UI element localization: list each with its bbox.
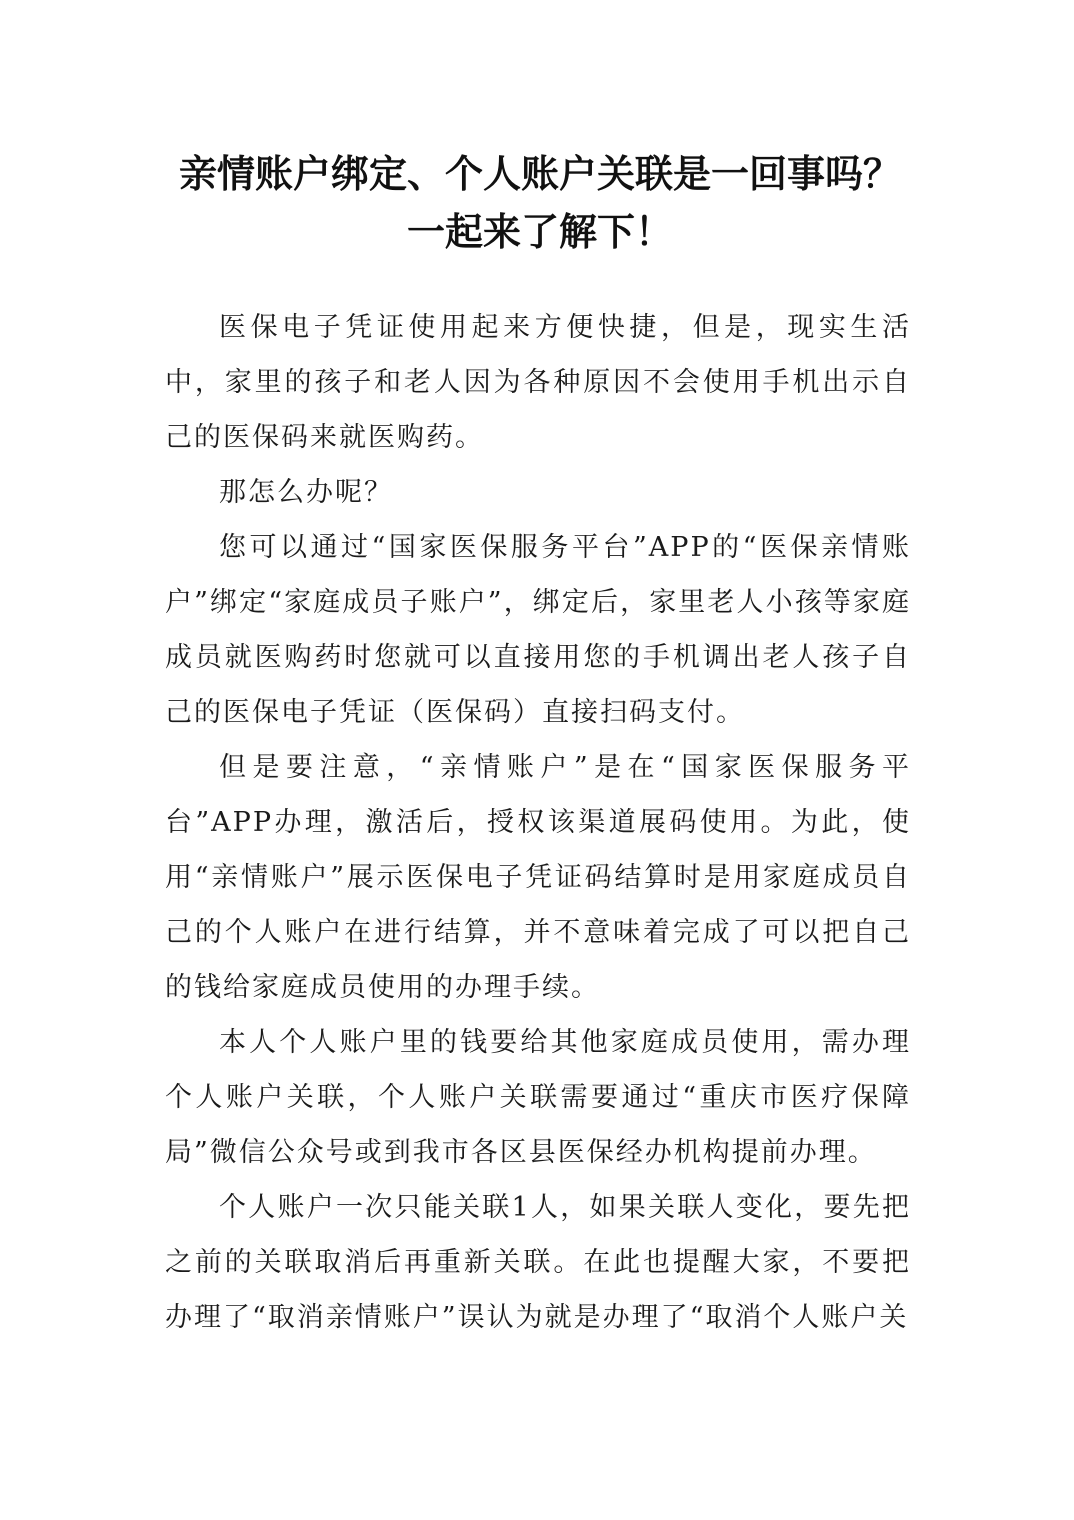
paragraph-account-link: 本人个人账户里的钱要给其他家庭成员使用，需办理个人账户关联，个人账户关联需要通过“重庆市医疗保障局”微信公众号或到我市各区县医保经办机构提前办理。 [165,1027,911,1168]
paragraph-family-account: 您可以通过“国家医保服务平台”APP的“医保亲情账户”绑定“家庭成员子账户”，绑定后，家里老人小孩等家庭成员就医购药时您就可以直接用您的手机调出老人孩子自己的医保电子凭证（医保码）直接扫码支付。 [165,532,911,728]
paragraph-question: 那怎么办呢？ [219,477,393,508]
paragraph-note: 但是要注意，“亲情账户”是在“国家医保服务平台”APP办理，激活后，授权该渠道展码使用。为此，使用“亲情账户”展示医保电子凭证码结算时是用家庭成员自己的个人账户在进行结算，并不意味着完成了可以把自己的钱给家庭成员使用的办理手续。 [165,752,911,1003]
paragraph-reminder: 个人账户一次只能关联1人，如果关联人变化，要先把之前的关联取消后再重新关联。在此也提醒大家，不要把办理了“取消亲情账户”误认为就是办理了“取消个人账户关 [165,1192,911,1333]
document-title-line-1: 亲情账户绑定、个人账户关联是一回事吗？ [178,152,901,196]
document-title-line-2: 一起来了解下！ [406,210,673,254]
document-body [165,300,911,1345]
paragraph-intro: 医保电子凭证使用起来方便快捷，但是，现实生活中，家里的孩子和老人因为各种原因不会使用手机出示自己的医保码来就医购药。 [165,312,911,453]
